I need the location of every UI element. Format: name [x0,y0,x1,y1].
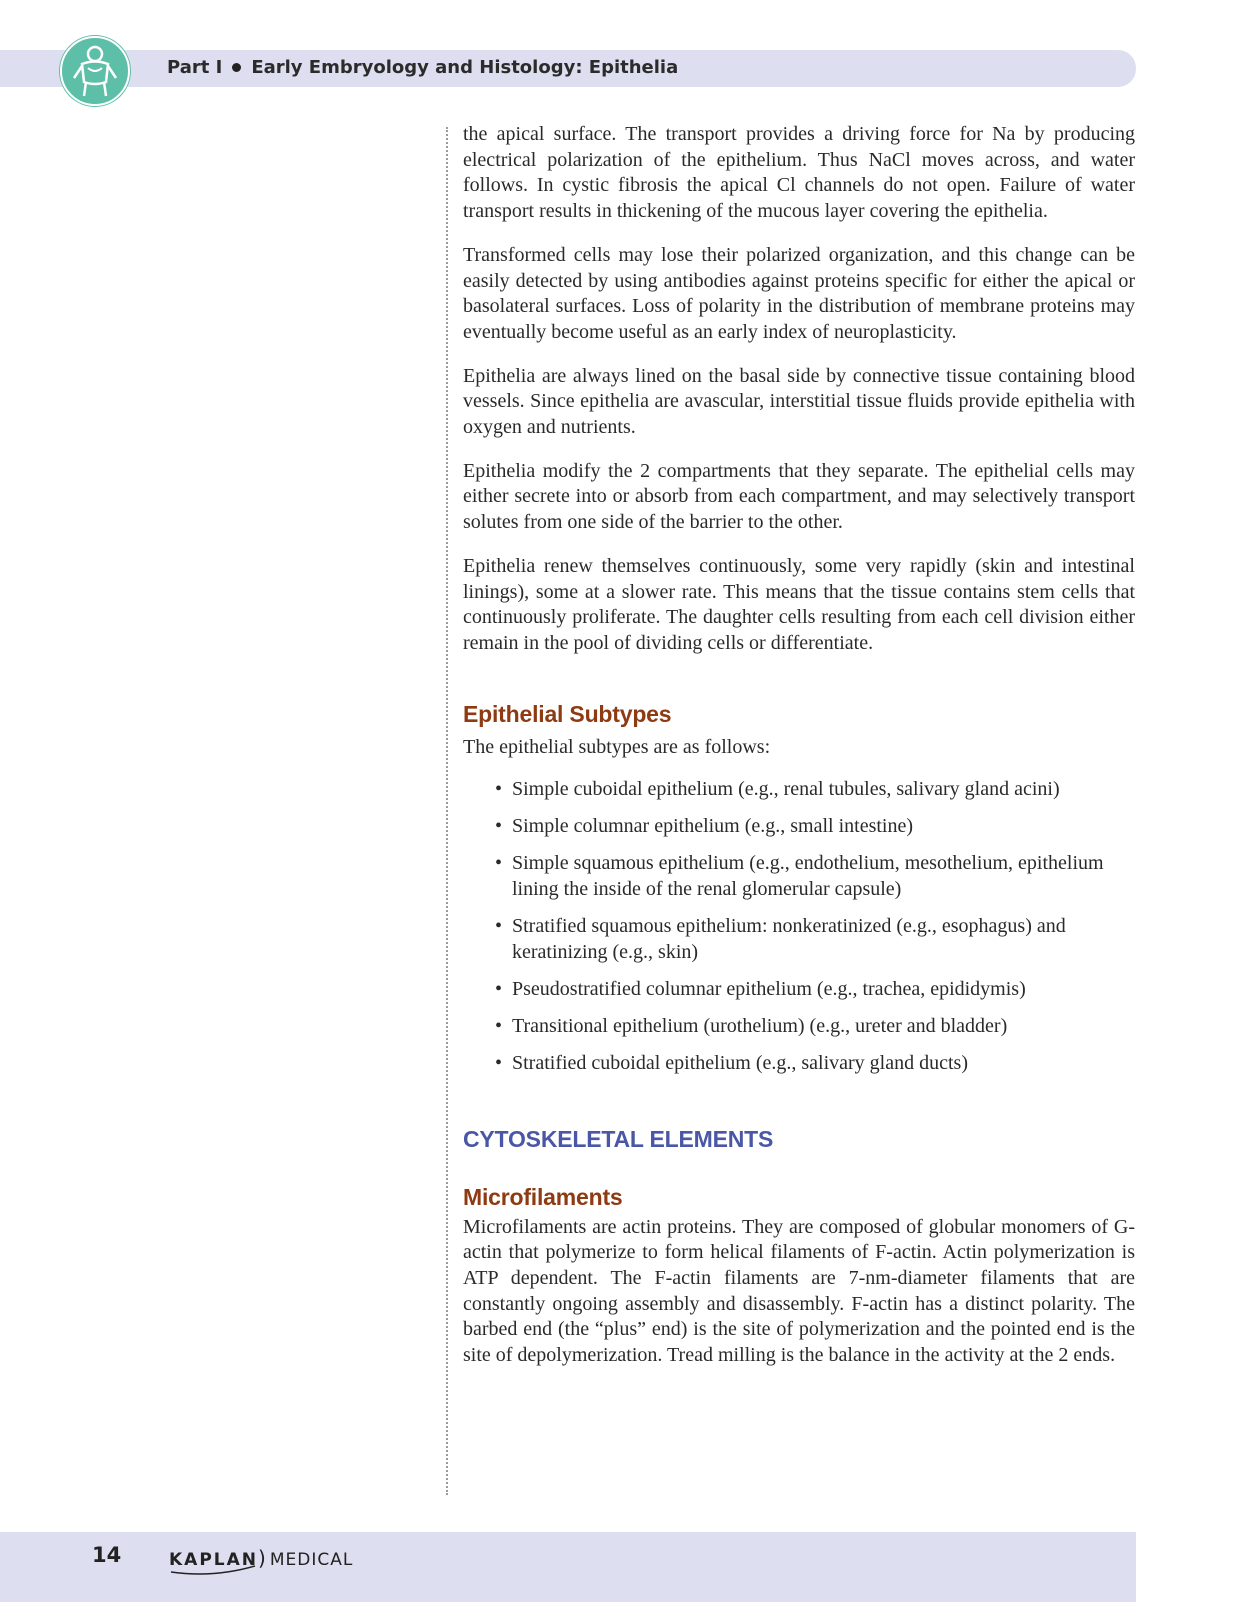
list-item: • Simple cuboidal epithelium (e.g., renal tubules, salivary gland acini) [495,776,1135,802]
list-item: • Stratified cuboidal epithelium (e.g., salivary gland ducts) [495,1050,1135,1076]
brand-name: KAPLAN [169,1550,259,1570]
major-heading-cytoskeletal: CYTOSKELETAL ELEMENTS [463,1125,774,1152]
list-item: • Transitional epithelium (urothelium) (e.g., ureter and bladder) [495,1013,1135,1039]
section-heading-epithelial-subtypes: Epithelial Subtypes [463,700,672,727]
brand-swoosh-icon [169,1550,269,1576]
brand-suffix: MEDICAL [269,1550,354,1570]
section-heading-microfilaments: Microfilaments [463,1183,623,1210]
header-bullet-icon [232,63,241,72]
list-item: • Simple columnar epithelium (e.g., small intestine) [495,813,1135,839]
paragraph: Transformed cells may lose their polarized organization, and this change can be easily detected by using antibodies against proteins specific for either the apical or basolateral surfaces. Loss of polarity in the distribution of membrane proteins may eventually become useful as an early index of neuroplasticity. [463,243,1135,343]
list-item: • Stratified squamous epithelium: nonkeratinized (e.g., esophagus) and keratinizing (e.g., skin) [495,913,1135,965]
subtypes-intro: The epithelial subtypes are as follows: [463,735,771,758]
header-title: Early Embryology and Histology: Epithelia [251,57,679,78]
list-item: • Pseudostratified columnar epithelium (e.g., trachea, epididymis) [495,976,1135,1002]
list-item: • Simple squamous epithelium (e.g., endothelium, mesothelium, epithelium lining the inside of the renal glomerular capsule) [495,850,1135,902]
header-part: Part I [167,57,223,78]
running-header [167,57,678,78]
margin-dotted-rule [446,127,448,1495]
brand-paren-icon: ) [258,1546,266,1570]
main-text-column [463,122,1135,1387]
anatomy-figure-icon [60,36,130,106]
subtypes-list [463,776,1135,1076]
page-number: 14 [92,1543,122,1567]
paragraph: Epithelia renew themselves continuously, some very rapidly (skin and intestinal linings), some at a slower rate. This means that the tissue contains stem cells that continuously proliferate. The daughter cells resulting from each cell division either remain in the pool of dividing cells or differentiate. [463,554,1135,654]
paragraph: Epithelia modify the 2 compartments that they separate. The epithelial cells may either secrete into or absorb from each compartment, and may selectively transport solutes from one side of the barrier to the other. [463,459,1135,534]
paragraph: Microfilaments are actin proteins. They are composed of globular monomers of G-actin that polymerize to form helical filaments of F-actin. Actin polymerization is ATP dependent. The F-actin filaments are 7-nm-diameter filaments that are constantly ongoing assembly and disassembly. F-actin has a distinct polarity. The barbed end (the “plus” end) is the site of polymerization and the pointed end is the site of depolymerization. Tread milling is the balance in the activity at the 2 ends. [463,1215,1135,1367]
paragraph: Epithelia are always lined on the basal side by connective tissue containing blood vessels. Since epithelia are avascular, interstitial tissue fluids provide epithelia with oxygen and nutrients. [463,364,1135,439]
paragraph: the apical surface. The transport provides a driving force for Na by producing electrical polarization of the epithelium. Thus NaCl moves across, and water follows. In cystic fibrosis the apical Cl channels do not open. Failure of water transport results in thickening of the mucous layer covering the epithelia. [463,123,1135,223]
